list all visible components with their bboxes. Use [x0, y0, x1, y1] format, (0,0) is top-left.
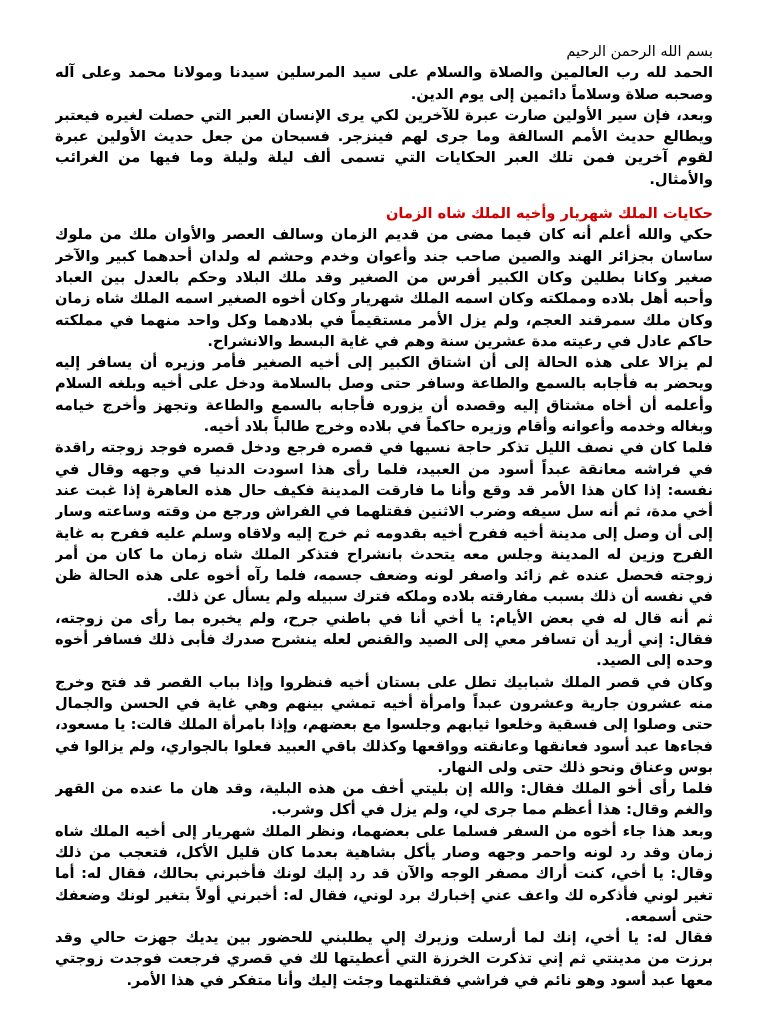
intro-paragraph-1: الحمد لله رب العالمين والصلاة والسلام على سيد المرسلين سيدنا ومولانا محمد وعلى آله وصحبه صلاة وسلاماً دائمين إلى يوم الدين. [55, 64, 713, 103]
body-paragraph: وبعد هذا جاء أخوه من السفر فسلما على بعضهما، ونظر الملك شهريار إلى أخيه الملك شاه زمان وقد رد لونه واحمر وجهه وصار يأكل بشاهية بعدما كان قليل الأكل، فتعجب من ذلك وقال: يا أخي، كنت أراك مصفر الوجه والآن قد رد إليك لونك فأخبرني بحالك، فقال له: أما تغير لوني فأذكره لك واعف عني إخبارك برد لوني، فقال له: أخبرني أولاً بتغير لونك وضعفك حتى أسمعه. [55, 822, 713, 925]
body-paragraph: فقال له: يا أخي، إنك لما أرسلت وزيرك إلي يطلبني للحضور بين يديك جهزت حالي وقد برزت من مدينتي ثم إني تذكرت الخرزة التي أعطيتها لك في قصري فرجعت فوجدت زوجتي معها عبد أسود وهو نائم في فراشي فقتلتهما وجئت إليك وأنا متفكر في هذا الأمر. [55, 929, 713, 989]
section-spacer [55, 190, 713, 203]
body-paragraph: فلما رأى أخو الملك فقال: والله إن بليتي أخف من هذه البلية، وقد هان ما عنده من القهر والغم وقال: هذا أعظم مما جرى لي، ولم يزل في أكل وشرب. [55, 780, 713, 819]
intro-paragraph-2: وبعد، فإن سير الأولين صارت عبرة للآخرين لكي يرى الإنسان العبر التي حصلت لغيره فيعتبر ويطالع حديث الأمم السالفة وما جرى لهم فينزجر. فسبحان من جعل حديث الأولين عبرة لقوم آخرين فمن تلك العبر الحكايات التي تسمى ألف ليلة وليلة وما فيها من الغرائب والأمثال. [55, 106, 713, 188]
body-paragraph: لم يزالا على هذه الحالة إلى أن اشتاق الكبير إلى أخيه الصغير فأمر وزيره أن يسافر إليه ويحضر به فأجابه بالسمع والطاعة وسافر حتى وصل بالسلامة ودخل على أخيه وبلغه السلام وأعلمه أن أخاه مشتاق إليه وقصده أن يزوره فأجابه بالسمع والطاعة وتجهز وأخرج خيامه وبغاله وخدمه وأعوانه وأقام وزيره حاكماً في بلاده وخرج طالباً بلاد أخيه. [55, 354, 713, 436]
body-paragraph: فلما كان في نصف الليل تذكر حاجة نسيها في قصره فرجع ودخل قصره فوجد زوجته راقدة في فراشه معانقة عبداً أسود من العبيد، فلما رأى هذا اسودت الدنيا في وجهه وقال في نفسه: إذا كان هذا الأمر قد وقع وأنا ما فارقت المدينة فكيف حال هذه العاهرة إذا غبت عند أخي مدة، ثم أنه سل سيفه وضرب الاثنين فقتلهما في الفراش ورجع من وقته وساعته وسار إلى أن وصل إلى مدينة أخيه ففرح أخيه بقدومه ثم خرج إليه ولاقاه وسلم عليه ففرح به غاية الفرح وزين له المدينة وجلس معه يتحدث بانشراح فتذكر الملك شاه زمان ما كان من أمر زوجته فحصل عنده غم زائد واصفر لونه وضعف جسمه، فلما رآه أخوه على هذه الحالة ظن في نفسه أن ذلك بسبب مفارقته بلاده وملكه فترك سبيله ولم يسأل عن ذلك. [55, 439, 713, 606]
body-paragraph: حكي والله أعلم أنه كان فيما مضى من قديم الزمان وسالف العصر والأوان ملك من ملوك ساسان بجزائر الهند والصين صاحب جند وأعوان وخدم وحشم له ولدان أحدهما كبير والآخر صغير وكانا بطلين وكان الكبير أفرس من الصغير وقد ملك البلاد وحكم بالعدل بين العباد وأحبه أهل بلاده ومملكته وكان اسمه الملك شهريار وكان أخوه الصغير اسمه الملك شاه زمان وكان ملك سمرقند العجم، ولم يزل الأمر مستقيماً في بلادهما وكل واحد منهما في مملكته حاكم عادل في رعيته مدة عشرين سنة وهم في غاية البسط والانشراح. [55, 226, 713, 350]
body-paragraph: وكان في قصر الملك شبابيك تطل على بستان أخيه فنظروا وإذا بباب القصر قد فتح وخرج منه عشرون جارية وعشرون عبداً وامرأة أخيه تمشي بينهم وهي غاية في الحسن والجمال حتى وصلوا إلى فسقية وخلعوا ثيابهم وجلسوا مع بعضهم، وإذا بامرأة الملك قالت: يا مسعود، فجاءها عبد أسود فعانقها وعانقته وواقعها وكذلك باقي العبيد فعلوا بالجواري، ولم يزالوا في بوس وعناق ونحو ذلك حتى ولى النهار. [55, 673, 713, 776]
document-page [55, 41, 713, 1024]
body-paragraph: ثم أنه قال له في بعض الأيام: يا أخي أنا في باطني جرح، ولم يخبره بما رأى من زوجته، فقال: إني أريد أن تسافر معي إلى الصيد والقنص لعله ينشرح صدرك فأبى ذلك فسافر أخوه وحده إلى الصيد. [55, 609, 713, 670]
basmala: بسم الله الرحمن الرحيم [566, 43, 713, 60]
section-title: حكايات الملك شهريار وأخيه الملك شاه الزمان [385, 205, 713, 223]
